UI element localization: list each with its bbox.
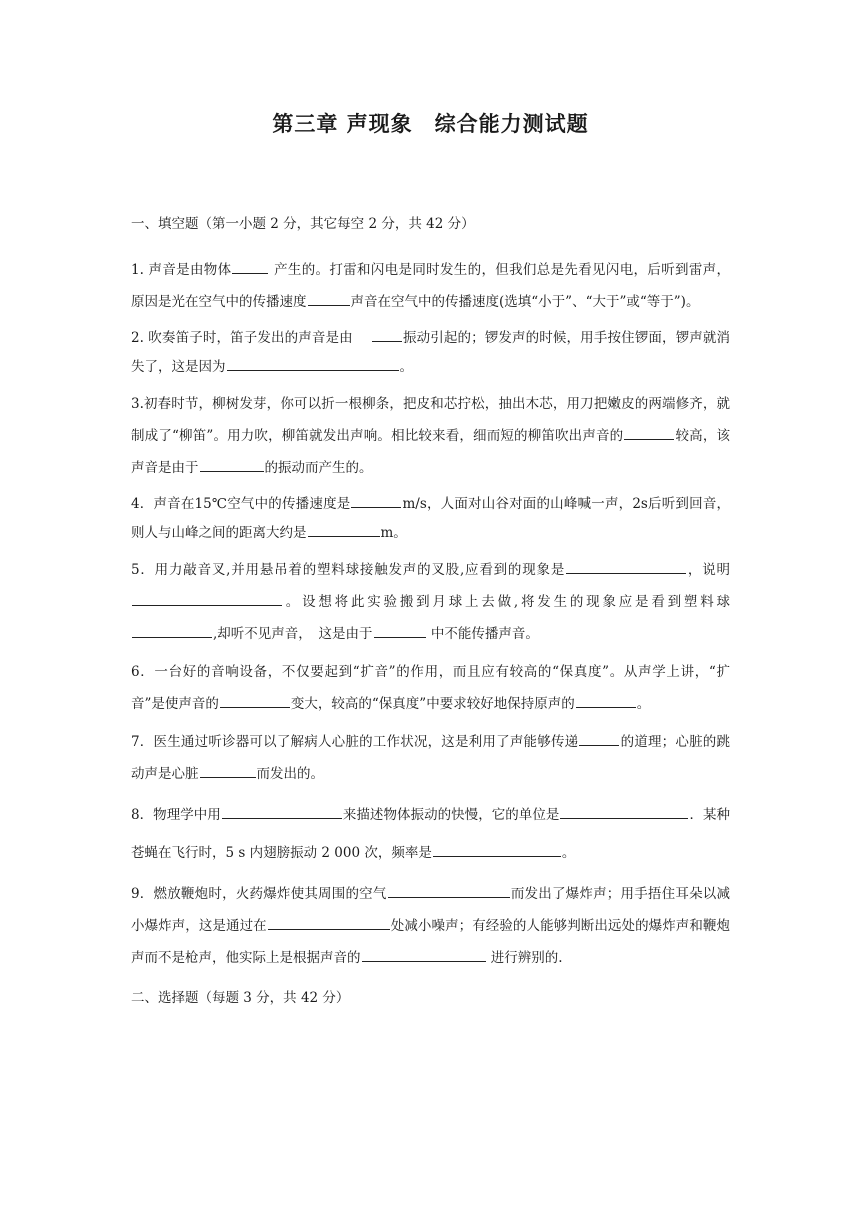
answer-blank[interactable] <box>374 623 426 638</box>
question-1-text-a: 1. 声音是由物体 <box>131 262 232 278</box>
answer-blank[interactable] <box>222 804 342 819</box>
answer-blank[interactable] <box>351 493 401 508</box>
answer-blank[interactable] <box>433 842 561 857</box>
question-2-text-b: 振动引起的；锣发声的时候，用手按住锣面，锣声就消失了，这是因为 <box>131 330 731 375</box>
question-8-text-a: 8．物理学中用 <box>131 807 221 823</box>
answer-blank[interactable] <box>624 425 674 440</box>
answer-blank[interactable] <box>200 763 256 778</box>
answer-blank[interactable] <box>566 559 686 574</box>
question-3-text-c: 的振动而产生的。 <box>264 460 373 476</box>
question-5 <box>131 554 730 650</box>
question-1-text-c: 声音在空气中的传播速度(选填“小于”、“大于”或“等于”)。 <box>350 294 700 310</box>
question-4-text-a: 4．声音在15℃空气中的传播速度是 <box>131 496 351 512</box>
answer-blank[interactable] <box>132 591 282 606</box>
answer-blank[interactable] <box>220 693 290 708</box>
answer-blank[interactable] <box>308 522 380 537</box>
answer-blank[interactable] <box>388 883 510 898</box>
question-7-text-a: 7．医生通过听诊器可以了解病人心脏的工作状况，这是利用了声能够传递 <box>131 734 579 750</box>
question-3-text-a: 3.初春时节，柳树发芽，你可以折一根柳条，把皮和芯拧松，抽出木芯，用刀把嫩皮的两端修齐，就制成了“柳笛”。用力吹，柳笛就发出声响。相比较来看，细而短的柳笛吹出声音的 <box>131 396 730 444</box>
question-8-text-c: ．某种苍蝇在飞行时，5 s 内翅膀振动 2 000 次，频率是 <box>131 807 731 861</box>
section-heading-multiple-choice: 二、选择题（每题 3 分，共 42 分） <box>131 990 350 1006</box>
question-6-text-a: 6．一台好的音响设备，不仅要起到“扩音”的作用，而且应有较高的“保真度”。从声学上讲，“扩音”是使声音的 <box>131 664 730 712</box>
question-6 <box>131 656 730 720</box>
answer-blank[interactable] <box>576 693 636 708</box>
question-7-text-b: 的道理；心脏的跳动声是心脏 <box>131 734 730 782</box>
answer-blank[interactable] <box>372 327 402 342</box>
answer-blank[interactable] <box>579 731 619 746</box>
question-4-text-c: m。 <box>380 525 407 541</box>
answer-blank[interactable] <box>227 356 399 371</box>
answer-blank[interactable] <box>560 804 688 819</box>
section-heading-fill-in: 一、填空题（第一小题 2 分，其它每空 2 分，共 42 分） <box>131 216 475 232</box>
question-1-text-b: 产生的。打雷和闪电是同时发生的，但我们总是先看见闪电，后听到雷声，原因是光在空气中的传播速度 <box>131 262 730 310</box>
question-9-text-b: 而发出了爆炸声；用手捂住耳朵以减小爆炸声，这是通过在 <box>131 886 730 934</box>
question-8 <box>131 796 730 872</box>
question-8-text-b: 来描述物体振动的快慢，它的单位是 <box>342 807 560 823</box>
question-9-text-a: 9．燃放鞭炮时，火药爆炸使其周围的空气 <box>131 886 387 902</box>
question-3-text-b: 较高，该声音是由于 <box>131 428 730 476</box>
question-2 <box>131 324 730 382</box>
answer-blank[interactable] <box>200 457 264 472</box>
question-7 <box>131 726 730 790</box>
question-9-text-c: 处减小噪声；有经验的人能够判断出远处的爆炸声和鞭炮声而不是枪声，他实际上是根据声音的 <box>131 918 731 966</box>
question-9-text-d: 进行辨别的. <box>486 950 563 966</box>
question-6-text-c: 。 <box>636 696 651 712</box>
answer-blank[interactable] <box>132 623 212 638</box>
question-5-text-b: ，说明 <box>687 562 731 578</box>
question-2-text-c: 。 <box>399 359 413 375</box>
question-5-text-a: 5．用力敲音叉,并用悬吊着的塑料球接触发声的叉股,应看到的现象是 <box>131 562 566 578</box>
answer-blank[interactable] <box>362 947 486 962</box>
question-5-text-c: 。设想将此实验搬到月球上去做,将发生的现象应是看到塑料球 <box>283 594 730 610</box>
question-4-text-b: m/s，人面对山谷对面的山峰喊一声，2s后听到回音，则人与山峰之间的距离大约是 <box>131 496 731 541</box>
question-3 <box>131 388 730 484</box>
question-5-text-d: ,却听不见声音， 这是由于 <box>213 626 373 642</box>
question-6-text-b: 变大，较高的“保真度”中要求较好地保持原声的 <box>290 696 575 712</box>
page-title: 第三章 声现象 综合能力测试题 <box>272 112 589 136</box>
question-4 <box>131 490 730 548</box>
answer-blank[interactable] <box>308 291 350 306</box>
question-1 <box>131 254 730 318</box>
question-8-text-d: 。 <box>561 845 576 861</box>
question-5-text-e: 中不能传播声音。 <box>426 626 539 642</box>
question-9 <box>131 878 730 974</box>
answer-blank[interactable] <box>268 915 390 930</box>
answer-blank[interactable] <box>232 259 268 274</box>
question-2-text-a: 2. 吹奏笛子时，笛子发出的声音是由 <box>131 330 371 346</box>
question-7-text-c: 而发出的。 <box>256 766 324 782</box>
